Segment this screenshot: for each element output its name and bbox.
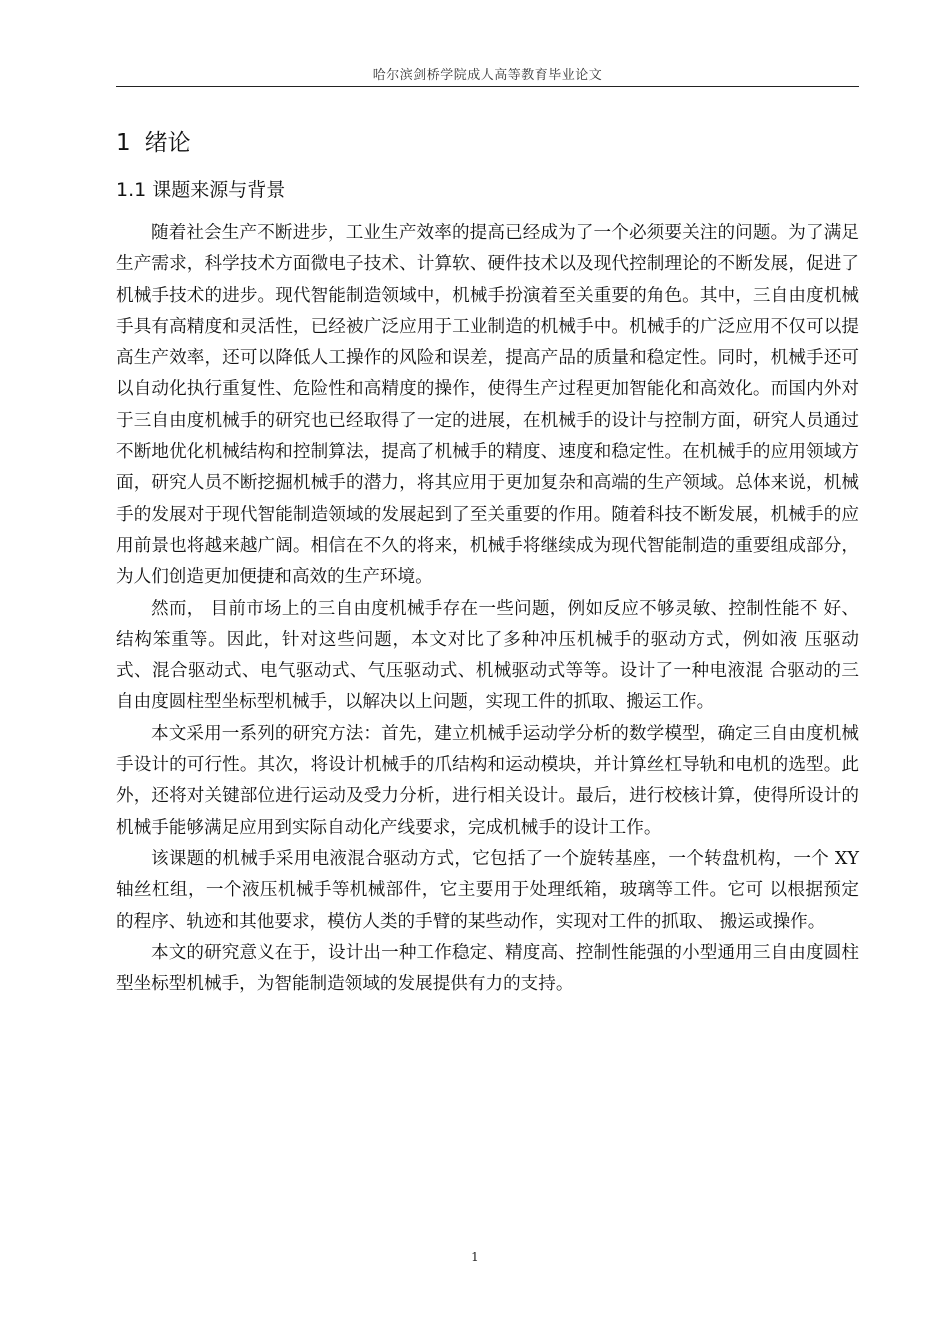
header-divider [116, 86, 859, 87]
page-number: 1 [471, 1250, 479, 1264]
section-heading: 1.1 课题来源与背景 [116, 179, 286, 201]
paragraph-design: 该课题的机械手采用电液混合驱动方式，它包括了一个旋转基座，一个转盘机构，一个 XY 轴丝杠组，一个液压机械手等机械部件，它主要用于处理纸箱，玻璃等工件。它可 以根据预定的程序、轨迹和其他要求，模仿人类的手臂的某些动作，实现对工件的抓取、 搬运或操作。 [116, 848, 859, 932]
body-text [116, 218, 859, 1000]
chapter-number: 1 [116, 130, 131, 156]
running-header: 哈尔滨剑桥学院成人高等教育毕业论文 [372, 68, 603, 83]
paragraph-methods: 本文采用一系列的研究方法：首先，建立机械手运动学分析的数学模型，确定三自由度机械手设计的可行性。其次，将设计机械手的爪结构和运动模块，并计算丝杠导轨和电机的选型。此外，还将对关键部位进行运动及受力分析，进行相关设计。最后，进行校核计算，使得所设计的机械手能够满足应用到实际自动化产线要求，完成机械手的设计工作。 [116, 723, 859, 838]
chapter-title: 绪论 [144, 130, 191, 156]
paragraph-significance: 本文的研究意义在于，设计出一种工作稳定、精度高、控制性能强的小型通用三自由度圆柱型坐标型机械手，为智能制造领域的发展提供有力的支持。 [116, 942, 859, 995]
chapter-heading [116, 124, 191, 157]
paragraph-problems: 然而， 目前市场上的三自由度机械手存在一些问题，例如反应不够灵敏、控制性能不 好、结构笨重等。因此，针对这些问题，本文对比了多种冲压机械手的驱动方式，例如液 压驱动式、混合驱动式、电气驱动式、气压驱动式、机械驱动式等等。设计了一种电液混 合驱动的三自由度圆柱型坐标型机械手，以解决以上问题，实现工件的抓取、搬运工作。 [116, 598, 859, 713]
paragraph-background: 随着社会生产不断进步，工业生产效率的提高已经成为了一个必须要关注的问题。为了满足生产需求，科学技术方面微电子技术、计算软、硬件技术以及现代控制理论的不断发展，促进了机械手技术的进步。现代智能制造领域中，机械手扮演着至关重要的角色。其中，三自由度机械手具有高精度和灵活性，已经被广泛应用于工业制造的机械手中。机械手的广泛应用不仅可以提高生产效率，还可以降低人工操作的风险和误差，提高产品的质量和稳定性。同时，机械手还可以自动化执行重复性、危险性和高精度的操作，使得生产过程更加智能化和高效化。而国内外对于三自由度机械手的研究也已经取得了一定的进展，在机械手的设计与控制方面，研究人员通过不断地优化机械结构和控制算法，提高了机械手的精度、速度和稳定性。在机械手的应用领域方面，研究人员不断挖掘机械手的潜力，将其应用于更加复杂和高端的生产领域。总体来说，机械手的发展对于现代智能制造领域的发展起到了至关重要的作用。随着科技不断发展，机械手的应用前景也将越来越广阔。相信在不久的将来，机械手将继续成为现代智能制造的重要组成部分，为人们创造更加便捷和高效的生产环境。 [116, 223, 859, 588]
